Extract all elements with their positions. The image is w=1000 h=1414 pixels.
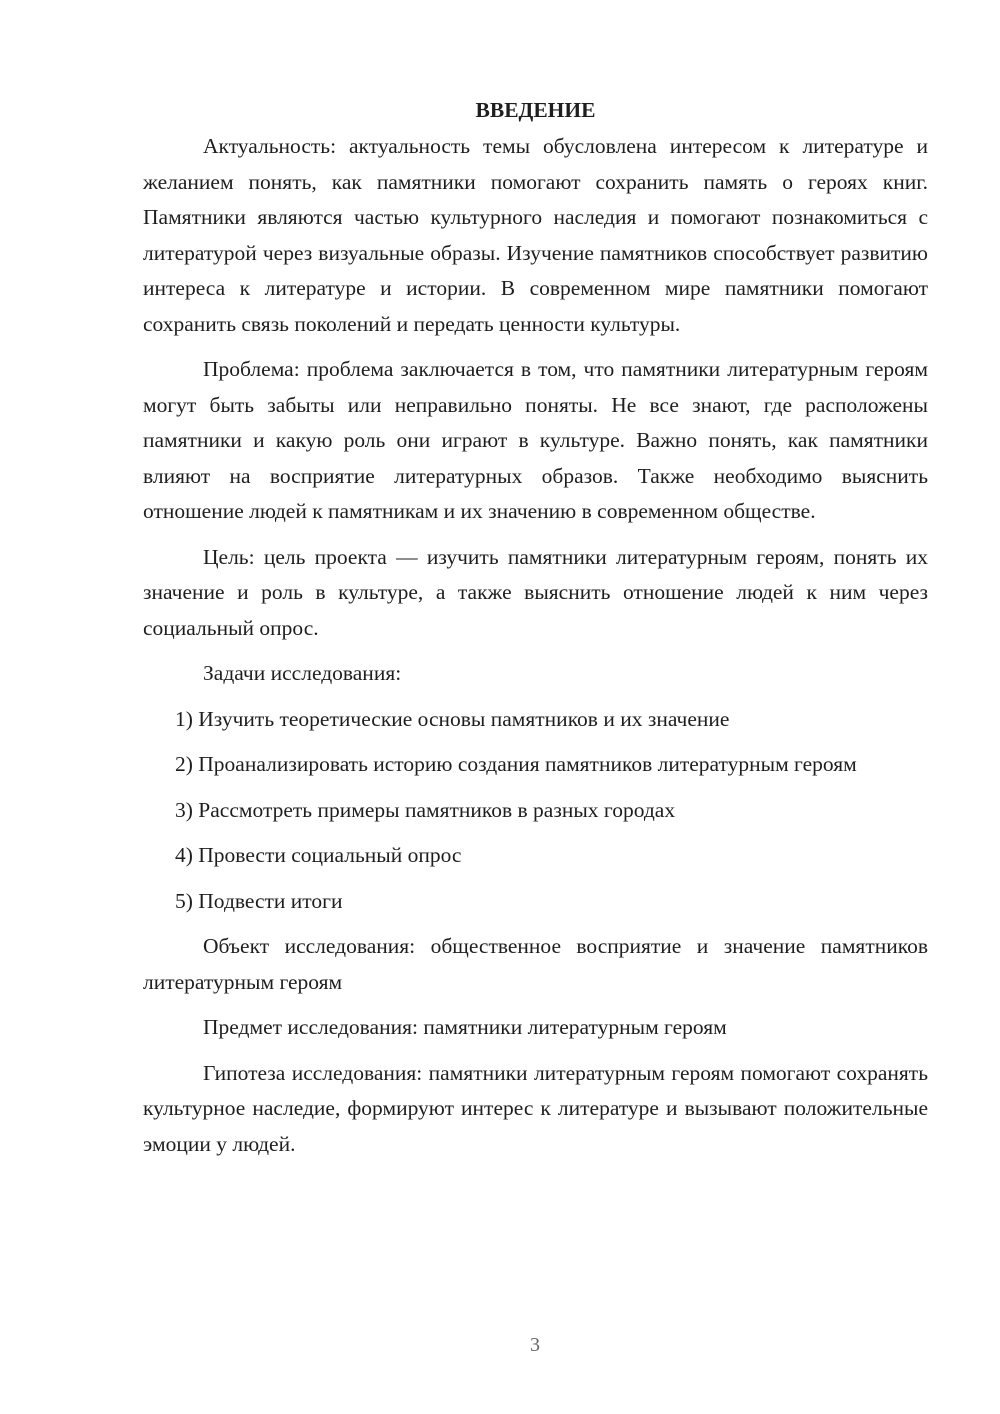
page-number: 3 — [530, 1334, 540, 1356]
task-item-5: 5) Подвести итоги — [175, 888, 343, 913]
paragraph-problem: Проблема: проблема заключается в том, что памятники литературным героям могут быть забыты или неправильно поняты. Не все знают, где расположены памятники и какую роль они играют в культуре. Важно понять, как памятники влияют на восприятие литературных образов. Также необходимо выяснить отношение людей к памятникам и их значению в современном обществе. — [143, 357, 928, 523]
task-item-4: 4) Провести социальный опрос — [175, 843, 462, 867]
paragraph-goal: Цель: цель проекта — изучить памятники литературным героям, понять их значение и роль в культуре, а также выяснить отношение людей к ним через социальный опрос. — [143, 544, 928, 640]
paragraph-hypothesis: Гипотеза исследования: памятники литературным героям помогают сохранять культурное наследие, формируют интерес к литературе и вызывают положительные эмоции у людей. — [143, 1060, 928, 1156]
section-title: ВВЕДЕНИЕ — [475, 98, 596, 122]
task-item-1: 1) Изучить теоретические основы памятников и их значение — [175, 706, 730, 731]
tasks-heading: Задачи исследования: — [203, 661, 402, 685]
task-item-2: 2) Проанализировать историю создания памятников литературным героям — [175, 752, 857, 776]
task-item-3: 3) Рассмотреть примеры памятников в разных городах — [175, 797, 676, 822]
paragraph-object: Объект исследования: общественное восприятие и значение памятников литературным героям — [143, 934, 928, 994]
page-content — [143, 95, 928, 1172]
paragraph-subject: Предмет исследования: памятники литературным героям — [203, 1015, 727, 1039]
paragraph-relevance: Актуальность: актуальность темы обусловлена интересом к литературе и желанием понять, как памятники помогают сохранить память о героях книг. Памятники являются частью культурного наследия и помогают познакомиться с литературой через визуальные образы. Изучение памятников способствует развитию интереса к литературе и истории. В современном мире памятники помогают сохранить связь поколений и передать ценности культуры. — [143, 134, 928, 336]
